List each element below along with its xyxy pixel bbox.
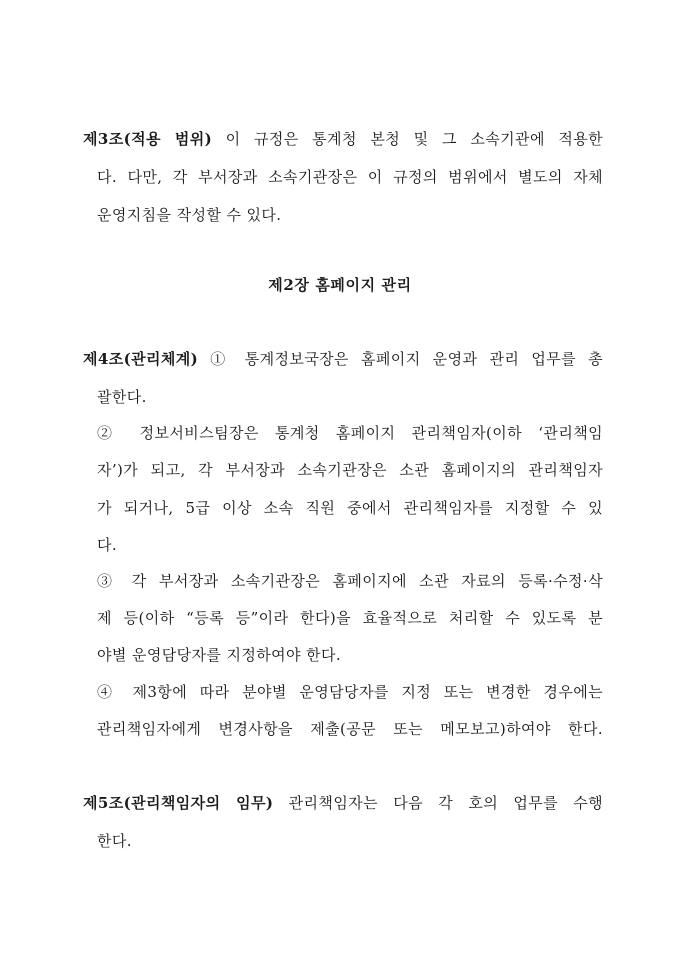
article4-line1 bbox=[83, 348, 603, 370]
article4-p2-line3: 가 되거나, 5급 이상 소속 직원 중에서 관리책임자를 지정할 수 있 bbox=[97, 499, 603, 517]
article3-line2: 다. 다만, 각 부서장과 소속기관장은 이 규정의 범위에서 별도의 자체 bbox=[97, 168, 603, 186]
article4-p1-line2: 괄한다. bbox=[97, 388, 147, 406]
article3-text-1: 이 규정은 통계청 본청 및 그 소속기관에 적용한 bbox=[212, 130, 603, 148]
article4-text-1: ① 통계정보국장은 홈페이지 운영과 관리 업무를 총 bbox=[198, 350, 603, 368]
article4-p3-line3: 야별 운영담당자를 지정하여야 한다. bbox=[97, 646, 342, 664]
article4-p4-line2: 관리책임자에게 변경사항을 제출(공문 또는 메모보고)하여야 한다. bbox=[97, 720, 603, 738]
chapter-heading: 제2장 홈페이지 관리 bbox=[268, 276, 412, 294]
article3-line1 bbox=[83, 128, 603, 150]
article4-p2-line2: 자’)가 되고, 각 부서장과 소속기관장은 소관 홈페이지의 관리책임자 bbox=[97, 461, 603, 479]
article4-p3-line1: ③ 각 부서장과 소속기관장은 홈페이지에 소관 자료의 등록·수정·삭 bbox=[97, 572, 603, 590]
article3-title: 제3조(적용 범위) bbox=[83, 130, 213, 148]
article4-title: 제4조(관리체계) bbox=[83, 350, 199, 368]
article4-p3-line2: 제 등(이하 “등록 등”이라 한다)을 효율적으로 처리할 수 있도록 분 bbox=[97, 609, 603, 627]
article5-line2: 한다. bbox=[97, 832, 132, 850]
article4-p2-line4: 다. bbox=[97, 536, 118, 554]
article4-p4-line1: ④ 제3항에 따라 분야별 운영담당자를 지정 또는 변경한 경우에는 bbox=[97, 683, 603, 701]
article3-line3: 운영지침을 작성할 수 있다. bbox=[97, 206, 282, 224]
article5-line1 bbox=[83, 792, 603, 814]
article4-p2-line1: ② 정보서비스팀장은 통계청 홈페이지 관리책임자(이하 ‘관리책임 bbox=[97, 424, 603, 442]
article5-title: 제5조(관리책임자의 임무) bbox=[83, 794, 274, 812]
article5-text-1: 관리책임자는 다음 각 호의 업무를 수행 bbox=[273, 794, 604, 812]
